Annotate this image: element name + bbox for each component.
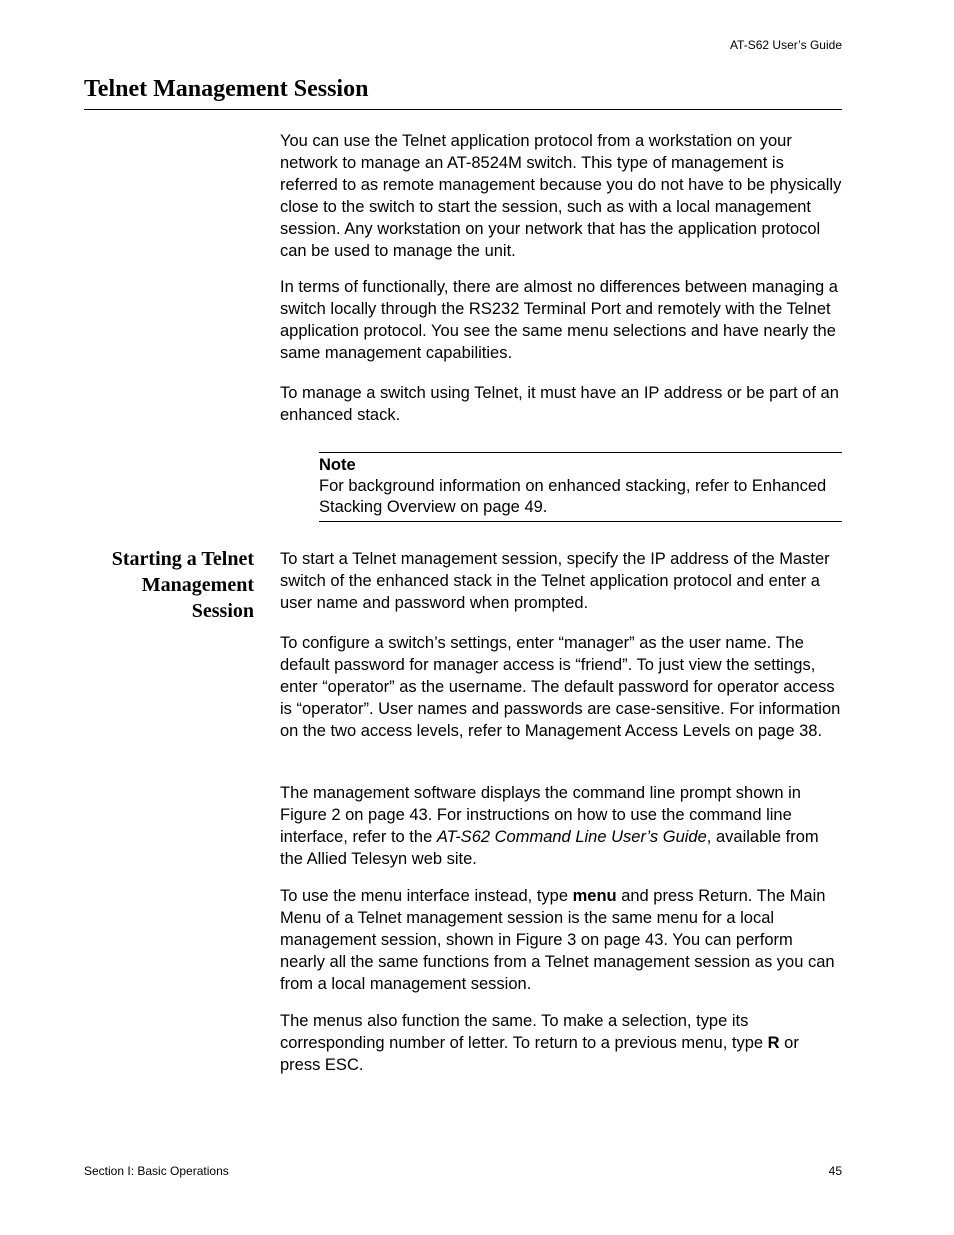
paragraph-text xyxy=(280,885,842,995)
section-title: Telnet Management Session xyxy=(84,76,369,102)
paragraph-text xyxy=(280,782,842,870)
paragraph-text: To manage a switch using Telnet, it must have an IP address or be part of an enhanced stack. xyxy=(280,384,839,424)
paragraph-text: To start a Telnet management session, specify the IP address of the Master switch of the enhanced stack in the Telnet application protocol and enter a user name and password when prompted. xyxy=(280,550,830,612)
note-text: For background information on enhanced stacking, refer to Enhanced Stacking Overview on page 49. xyxy=(319,477,827,516)
running-header: AT-S62 User’s Guide xyxy=(729,38,842,52)
text-run: The menus also function the same. To make a selection, type its corresponding number of letter. To return to a previous menu, type xyxy=(280,1012,768,1052)
text-run: To use the menu interface instead, type xyxy=(280,887,573,905)
paragraph-menus-function xyxy=(280,1010,842,1076)
paragraph-text: To configure a switch’s settings, enter “manager” as the user name. The default password for manager access is “friend”. To just view the settings, enter “operator” as the username. The default password for operator access is “operator”. User names and passwords are case-sensitive. For information on the two access levels, refer to Management Access Levels on page 38. xyxy=(280,634,841,740)
guide-title: AT-S62 Command Line User’s Guide xyxy=(436,828,707,846)
paragraph-command-line xyxy=(280,782,842,870)
text-run: The management software displays the command line prompt shown in Figure 2 on page 43. For instructions on how to use the command line interface, refer to the xyxy=(280,784,801,846)
paragraph-text: You can use the Telnet application protocol from a workstation on your network to manage an AT-8524M switch. This type of management is referred to as remote management because you do not have to be physically close to the switch to start the session, such as with a local management session. Any workstation on your network that has the application protocol can be used to manage the unit. xyxy=(280,132,842,260)
paragraph-start-session xyxy=(280,548,842,614)
footer-section: Section I: Basic Operations xyxy=(84,1164,229,1178)
subsection-title: Starting a Telnet Management Session xyxy=(111,548,254,622)
paragraph-text xyxy=(280,1010,842,1076)
paragraph-intro xyxy=(280,130,842,262)
paragraph-credentials xyxy=(280,632,842,742)
note-box xyxy=(319,452,842,522)
command-r: R xyxy=(767,1034,780,1052)
command-menu: menu xyxy=(572,887,617,905)
text-run: and press Return. The Main Menu of a Telnet management session is the same menu for a local management session, shown in Figure 3 on page 43. You can perform nearly all the same functions from a Telnet management session as you can from a local management session. xyxy=(280,887,835,993)
note-label: Note xyxy=(319,456,356,474)
paragraph-functionality xyxy=(280,276,842,364)
text-run: , available from the Allied Telesyn web site. xyxy=(280,828,819,868)
text-run: or press ESC. xyxy=(280,1034,799,1074)
paragraph-menu-interface xyxy=(280,885,842,995)
page-number: 45 xyxy=(828,1164,842,1178)
paragraph-text: In terms of functionally, there are almost no differences between managing a switch locally through the RS232 Terminal Port and remotely with the Telnet application protocol. You see the same menu selections and have nearly the same management capabilities. xyxy=(280,278,838,362)
paragraph-requirement xyxy=(280,382,842,426)
title-rule xyxy=(84,109,842,110)
